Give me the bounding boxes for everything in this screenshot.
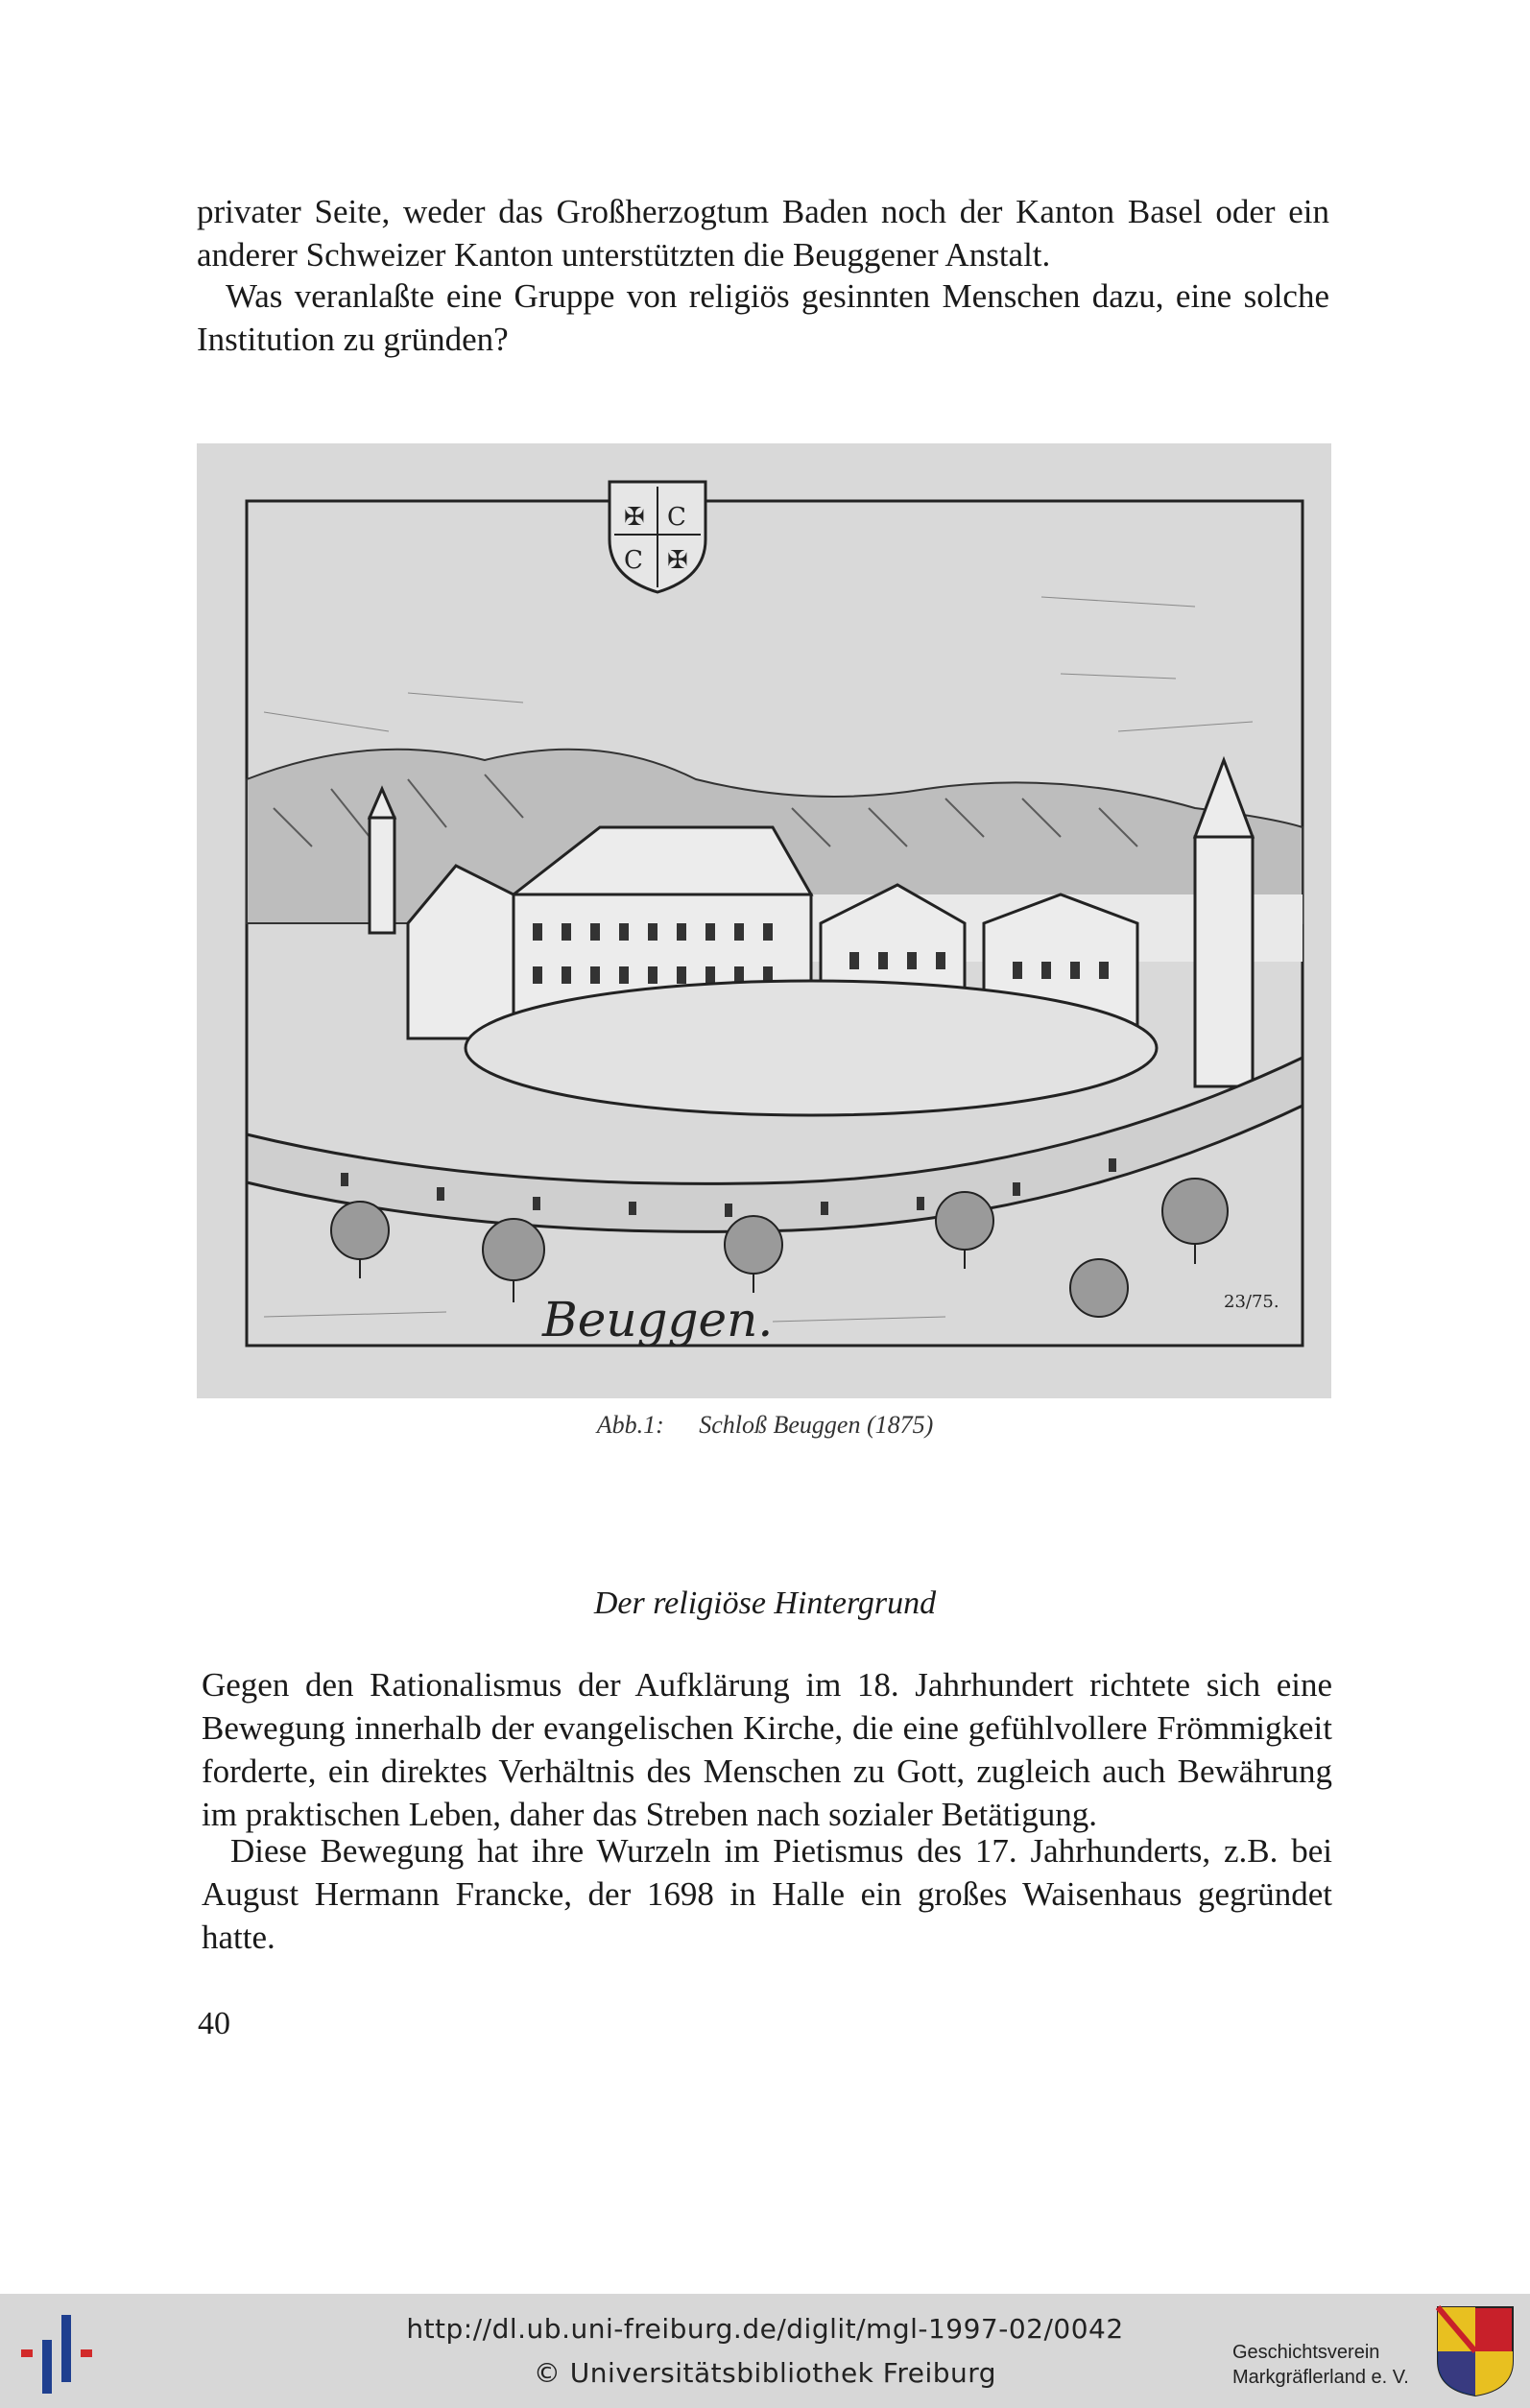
section-heading: Der religiöse Hintergrund bbox=[593, 1585, 937, 1621]
figure-engraving-schloss-beuggen bbox=[197, 443, 1331, 1398]
svg-text:✠: ✠ bbox=[624, 503, 645, 532]
engraving-image bbox=[197, 443, 1331, 1398]
svg-text:✠: ✠ bbox=[667, 546, 688, 575]
society-crest-icon[interactable] bbox=[1436, 2305, 1515, 2397]
society-name-line-2: Markgräflerland e. V. bbox=[1232, 2367, 1409, 2388]
society-name bbox=[1232, 2340, 1409, 2390]
section-paragraph-2: Diese Bewegung hat ihre Wurzeln im Pietismus des 17. Jahrhunderts, z.B. bei August Hermann Francke, der 1698 in Halle ein großes Waisenhaus gegründet hatte. bbox=[202, 1832, 1332, 1956]
viewer-footer-bar bbox=[0, 2294, 1530, 2408]
paragraph-1: privater Seite, weder das Großherzogtum Baden noch der Kanton Basel oder ein anderer Schweizer Kanton unterstützten die Beuggener Anstalt. bbox=[197, 193, 1329, 274]
permalink-url[interactable]: http://dl.ub.uni-freiburg.de/diglit/mgl-1997-02/0042 bbox=[406, 2313, 1124, 2345]
svg-text:C: C bbox=[667, 503, 686, 532]
svg-text:C: C bbox=[624, 546, 643, 575]
engraving-lettering: Beuggen. bbox=[542, 1292, 774, 1347]
figure-caption bbox=[0, 1411, 1530, 1440]
paragraph-2: Was veranlaßte eine Gruppe von religiös gesinnten Menschen dazu, eine solche Institution zu gründen? bbox=[197, 277, 1329, 358]
page-number: 40 bbox=[198, 2006, 230, 2041]
caption-number: Abb.1: bbox=[596, 1411, 664, 1439]
caption-text: Schloß Beuggen (1875) bbox=[699, 1411, 934, 1439]
engraving-number: 23/75. bbox=[1224, 1292, 1279, 1312]
coat-of-arms-icon bbox=[610, 482, 705, 592]
copyright-text: © Universitätsbibliothek Freiburg bbox=[533, 2357, 997, 2389]
society-name-line-1: Geschichtsverein bbox=[1232, 2342, 1380, 2363]
section-paragraph-1: Gegen den Rationalismus der Aufklärung im 18. Jahrhundert richtete sich eine Bewegung innerhalb der evangelischen Kirche, die eine gefühlvollere Frömmigkeit forderte, ein direktes Verhältnis des Menschen zu Gott, zugleich auch Bewährung im praktischen Leben, daher das Streben nach sozialer Betätigung. bbox=[202, 1666, 1332, 1833]
